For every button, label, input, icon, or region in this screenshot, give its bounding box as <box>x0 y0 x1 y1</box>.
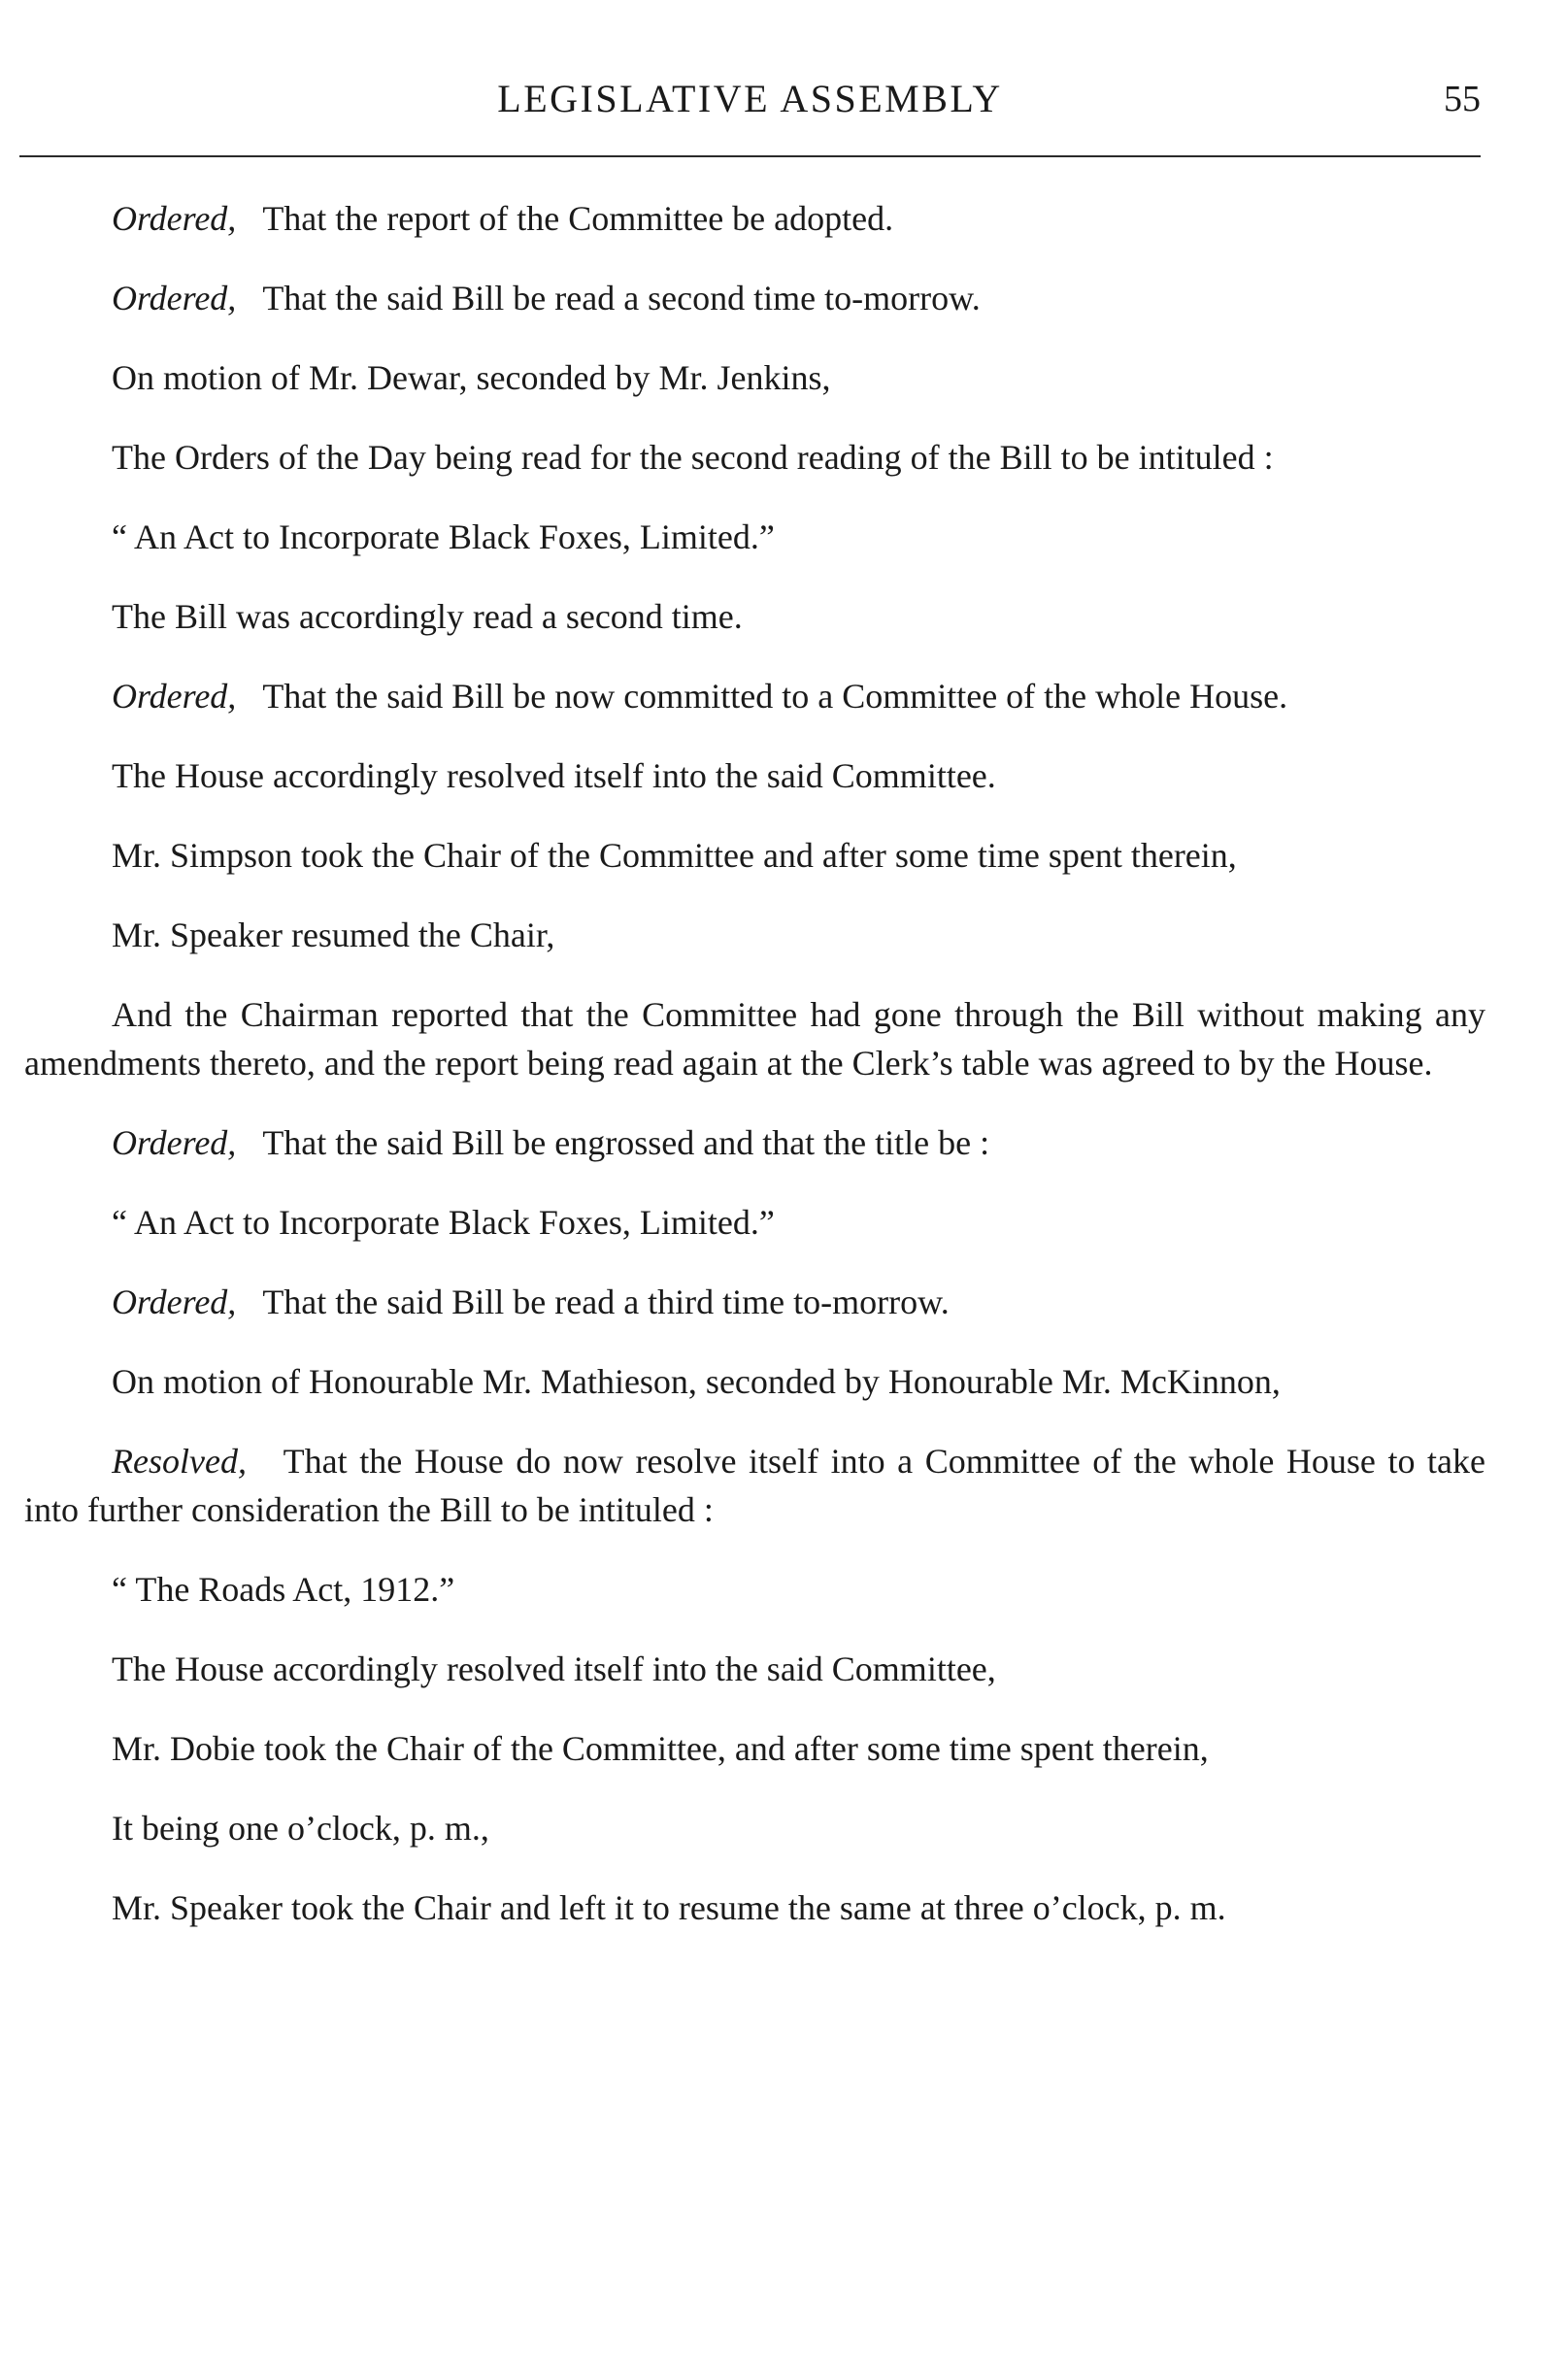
paragraph-text: The House accordingly resolved itself into the said Committee, <box>112 1650 996 1688</box>
paragraph-lead: Ordered, <box>112 677 237 716</box>
paragraph-text: Mr. Simpson took the Chair of the Committee and after some time spent therein, <box>112 836 1237 875</box>
paragraph <box>24 990 1485 1087</box>
paragraph <box>24 751 1485 800</box>
paragraph <box>24 1278 1485 1326</box>
quoted-title <box>24 1198 1485 1247</box>
paragraph <box>24 353 1485 402</box>
paragraph-text: “ An Act to Incorporate Black Foxes, Limited.” <box>112 517 775 556</box>
header-rule <box>19 155 1481 157</box>
paragraph-lead: Ordered, <box>112 199 237 238</box>
paragraph <box>24 672 1485 720</box>
paragraph <box>24 1804 1485 1852</box>
paragraph-lead: Ordered, <box>112 279 237 317</box>
paragraph-text: That the said Bill be engrossed and that the title be : <box>262 1123 990 1162</box>
body-text <box>24 194 1485 1963</box>
quoted-title <box>24 513 1485 561</box>
paragraph-text: On motion of Honourable Mr. Mathieson, seconded by Honourable Mr. McKinnon, <box>112 1362 1281 1401</box>
paragraph <box>24 592 1485 641</box>
paragraph-text: The Orders of the Day being read for the second reading of the Bill to be intituled : <box>112 438 1274 477</box>
paragraph-text: Mr. Speaker took the Chair and left it to resume the same at three o’clock, p. m. <box>112 1888 1226 1927</box>
paragraph <box>24 1724 1485 1773</box>
running-title: LEGISLATIVE ASSEMBLY <box>497 77 1003 120</box>
page-number: 55 <box>1444 79 1481 119</box>
page-header <box>19 70 1481 128</box>
paragraph-text: It being one o’clock, p. m., <box>112 1809 489 1848</box>
paragraph-text: The House accordingly resolved itself into the said Committee. <box>112 756 996 795</box>
paragraph-text: That the said Bill be now committed to a Committee of the whole House. <box>262 677 1288 716</box>
paragraph-text: That the House do now resolve itself into a Committee of the whole House to take into further consideration the Bill to be intituled : <box>24 1442 1486 1529</box>
paragraph <box>24 194 1485 243</box>
paragraph-text: “ The Roads Act, 1912.” <box>112 1570 455 1609</box>
paragraph-lead: Ordered, <box>112 1123 237 1162</box>
paragraph <box>24 1118 1485 1167</box>
paragraph-text: That the report of the Committee be adopted. <box>262 199 894 238</box>
paragraph-lead: Resolved, <box>112 1442 247 1481</box>
paragraph <box>24 433 1485 482</box>
paragraph <box>24 1645 1485 1693</box>
paragraph-text: The Bill was accordingly read a second time. <box>112 597 743 636</box>
paragraph-text: “ An Act to Incorporate Black Foxes, Limited.” <box>112 1203 775 1242</box>
paragraph <box>24 1883 1485 1932</box>
quoted-title <box>24 1565 1485 1614</box>
paragraph <box>24 1357 1485 1406</box>
paragraph-text: And the Chairman reported that the Committee had gone through the Bill without making any amendments thereto, and the report being read again at the Clerk’s table was agreed to by the House. <box>24 995 1485 1083</box>
paragraph-text: On motion of Mr. Dewar, seconded by Mr. Jenkins, <box>112 358 831 397</box>
paragraph-text: Mr. Dobie took the Chair of the Committee, and after some time spent therein, <box>112 1729 1209 1768</box>
paragraph <box>24 1437 1485 1534</box>
paragraph-lead: Ordered, <box>112 1283 237 1321</box>
paragraph-text: That the said Bill be read a third time to-morrow. <box>262 1283 950 1321</box>
paragraph-text: That the said Bill be read a second time to-morrow. <box>262 279 981 317</box>
paragraph <box>24 911 1485 959</box>
paragraph <box>24 831 1485 880</box>
paragraph <box>24 274 1485 322</box>
paragraph-text: Mr. Speaker resumed the Chair, <box>112 916 555 954</box>
